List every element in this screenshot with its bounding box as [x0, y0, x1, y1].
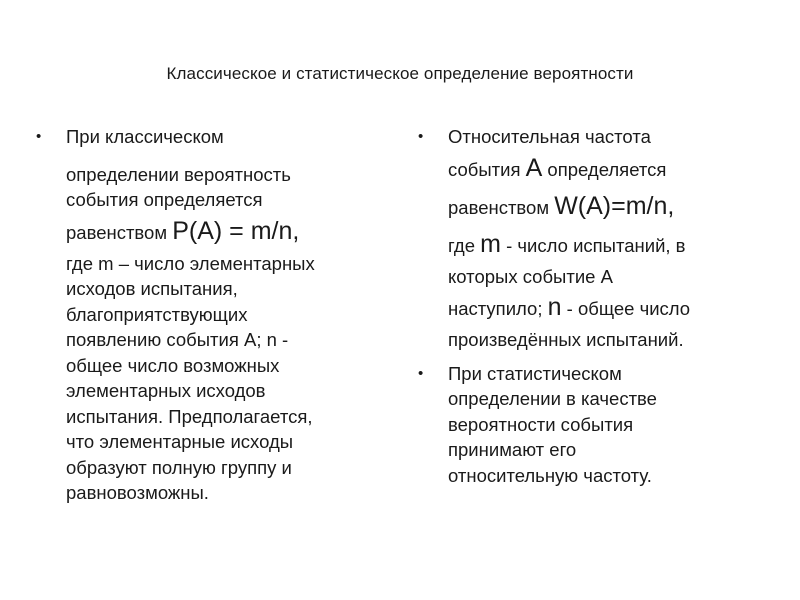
text-line: вероятности события: [448, 413, 634, 435]
text-line: принимают его: [448, 439, 577, 460]
formula-line: [66, 213, 376, 251]
text-line: При классическом: [66, 126, 224, 147]
right-column: [418, 124, 763, 488]
bullet-dot-icon: •: [418, 364, 424, 382]
text-line: [448, 226, 763, 264]
text-fragment: события: [448, 158, 526, 180]
text-line: благоприятствующих: [66, 303, 248, 325]
text-line: что элементарные исходы: [66, 431, 294, 452]
formula-classical: P(A) = m/n,: [172, 216, 300, 245]
line-gap: [66, 150, 376, 162]
formula-prefix: равенством: [66, 221, 173, 243]
text-line: равновозможны.: [66, 482, 209, 503]
text-line: испытания. Предполагается,: [66, 405, 313, 427]
text-fragment: - число испытаний, в: [500, 234, 686, 256]
text-line: определении вероятность: [66, 163, 291, 185]
text-line: определении в качестве: [448, 388, 657, 409]
bullet-statistical-definition: [418, 361, 763, 489]
text-line: где m – число элементарных: [66, 252, 315, 274]
text-line: [448, 289, 763, 327]
text-line: образуют полную группу и: [66, 456, 292, 478]
formula-relative-frequency: W(A)=m/n,: [554, 191, 675, 220]
text-fragment: определяется: [542, 158, 667, 180]
text-line: появлению события А; n -: [66, 329, 289, 350]
event-symbol-a: А: [525, 153, 543, 182]
text-fragment: где: [448, 234, 481, 256]
symbol-m: m: [480, 229, 501, 258]
text-line: события определяется: [66, 189, 263, 210]
bullet-dot-icon: •: [36, 128, 42, 145]
bullet-classical-definition: [36, 124, 376, 506]
slide-title: Классическое и статистическое определение вероятности: [166, 64, 634, 83]
text-line: элементарных исходов: [66, 380, 266, 401]
text-line: исходов испытания,: [66, 278, 238, 299]
text-fragment: - общее число: [561, 298, 691, 319]
text-line: относительную частоту.: [448, 464, 652, 486]
text-line: общее число возможных: [66, 354, 280, 376]
formula-line: [448, 188, 763, 226]
text-line: При статистическом: [448, 362, 622, 384]
bullet-relative-frequency: [418, 124, 763, 353]
text-line: которых событие А: [448, 265, 613, 287]
text-line: произведённых испытаний.: [448, 329, 684, 350]
symbol-n: n: [547, 293, 562, 321]
text-line: [448, 150, 763, 188]
left-column: [36, 124, 376, 506]
bullet-dot-icon: •: [418, 128, 424, 145]
text-line: Относительная частота: [448, 126, 651, 147]
text-fragment: наступило;: [448, 298, 548, 319]
formula-prefix: равенством: [448, 196, 555, 218]
